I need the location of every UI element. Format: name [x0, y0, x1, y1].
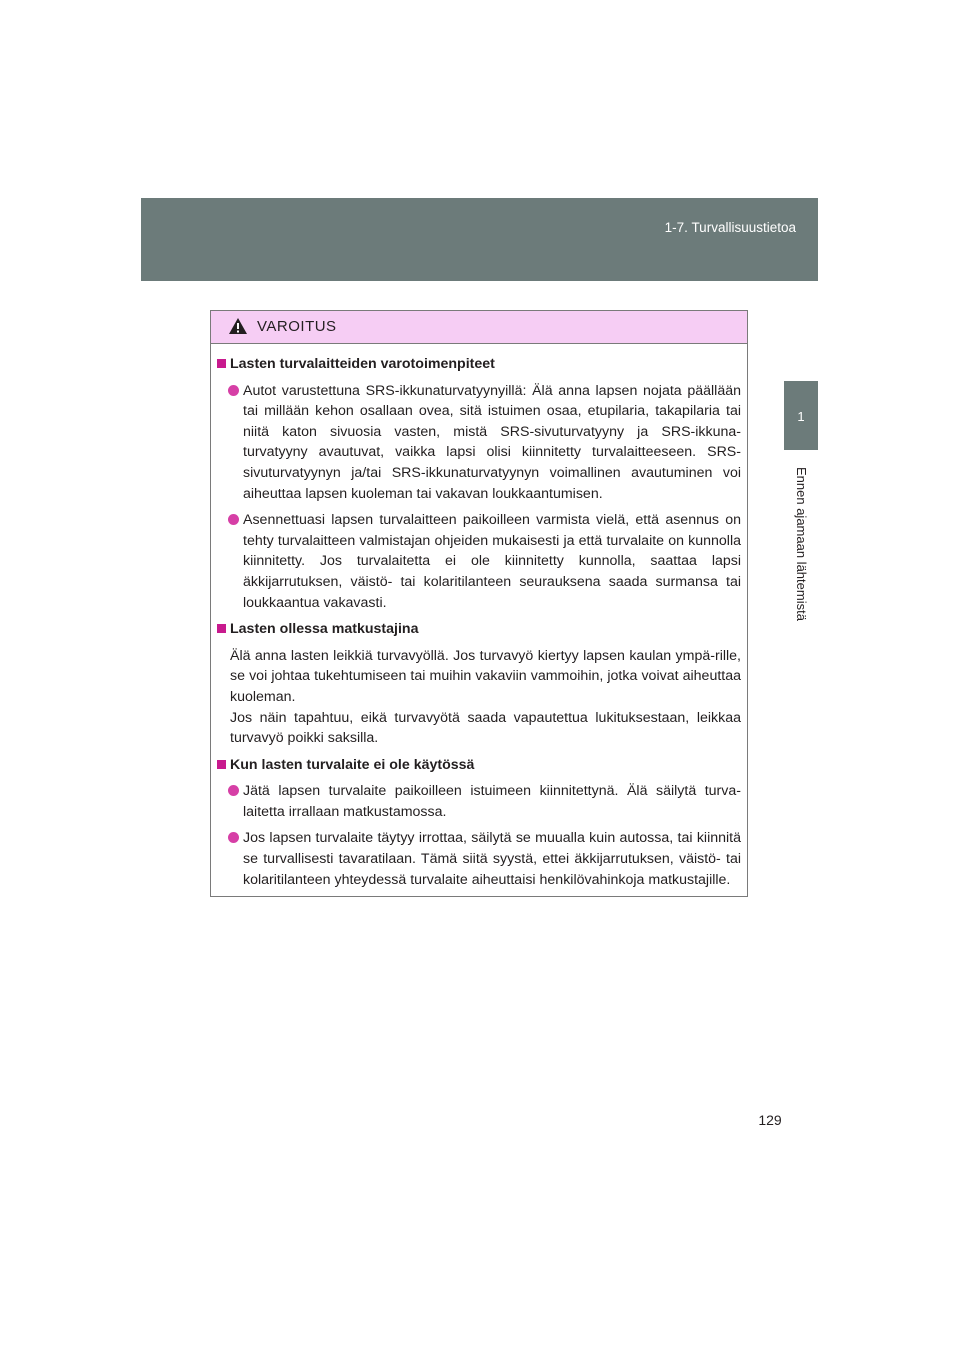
bullet-item: Jos lapsen turvalaite täytyy irrottaa, säilytä se muualla kuin autossa, tai kiinnitä se turvallisesti tavaratilaan. Tämä siitä syystä, ettei äkkijarrutuksen, väistö- tai kolaritilanteen yhteydessä turvalaite aiheuttaisi henkilövahinkoja matkustajille.	[217, 828, 741, 890]
square-bullet-icon	[217, 760, 226, 769]
header-band	[141, 198, 818, 281]
warning-body	[211, 344, 747, 890]
bullet-item: Autot varustettuna SRS-ikkunaturvatyynyillä: Älä anna lapsen nojata päällään tai millään kehon osallaan ovea, sitä istuimen osaa, etupilaria, takapilaria tai niitä katon sivuosia vasten, mistä SRS-sivuturvatyyny ja SRS-ikkuna-turvatyyny avautuvat, vaikka lapsi olisi kiinnitetty turvalaitteeseen. SRS-sivuturvatyynyn ja/tai SRS-ikkunaturvatyynyn voimallinen avautuminen voi aiheuttaa lapsen kuoleman tai vakavan loukkaantumisen.	[217, 381, 741, 505]
chapter-tab	[784, 381, 818, 450]
section-heading: Lasten turvalaitteiden varotoimenpiteet	[217, 354, 741, 375]
dot-bullet-icon	[228, 385, 239, 396]
square-bullet-icon	[217, 359, 226, 368]
section-title: 1-7. Turvallisuustietoa	[664, 220, 796, 235]
warning-box	[210, 310, 748, 897]
chapter-number: 1	[797, 409, 805, 424]
page-number: 129	[758, 1112, 782, 1128]
section-heading: Lasten ollessa matkustajina	[217, 619, 741, 640]
dot-bullet-icon	[228, 832, 239, 843]
dot-bullet-icon	[228, 785, 239, 796]
warning-triangle-icon	[228, 317, 248, 335]
section-heading: Kun lasten turvalaite ei ole käytössä	[217, 755, 741, 776]
chapter-title: Ennen ajamaan lähtemistä	[794, 467, 809, 621]
bullet-item: Jätä lapsen turvalaite paikoilleen istuimeen kiinnitettynä. Älä säilytä turva-laitetta irrallaan matkustamossa.	[217, 781, 741, 822]
paragraph: Älä anna lasten leikkiä turvavyöllä. Jos turvavyö kiertyy lapsen kaulan ympä-rille, se voi johtaa tukehtumiseen tai muihin vakaviin vammoihin, jotka voivat aiheuttaa kuoleman. Jos näin tapahtuu, eikä turvavyötä saada vapautettua lukituksestaan, leikkaa turvavyö poikki saksilla.	[230, 647, 741, 747]
bullet-item: Asennettuasi lapsen turvalaitteen paikoilleen varmista vielä, että asennus on tehty turvalaitteen valmistajan ohjeiden mukaisesti ja että turvalaite on kunnolla kiinnitetty. Jos turvalaitetta ei ole kiinnitetty kunnolla, saattaa lapsi äkkijarrutuksen, väistö- tai kolaritilanteen seurauksena saada surmansa tai loukkaantua vakavasti.	[217, 510, 741, 613]
dot-bullet-icon	[228, 514, 239, 525]
square-bullet-icon	[217, 624, 226, 633]
warning-header	[211, 311, 747, 344]
warning-title: VAROITUS	[257, 318, 337, 335]
